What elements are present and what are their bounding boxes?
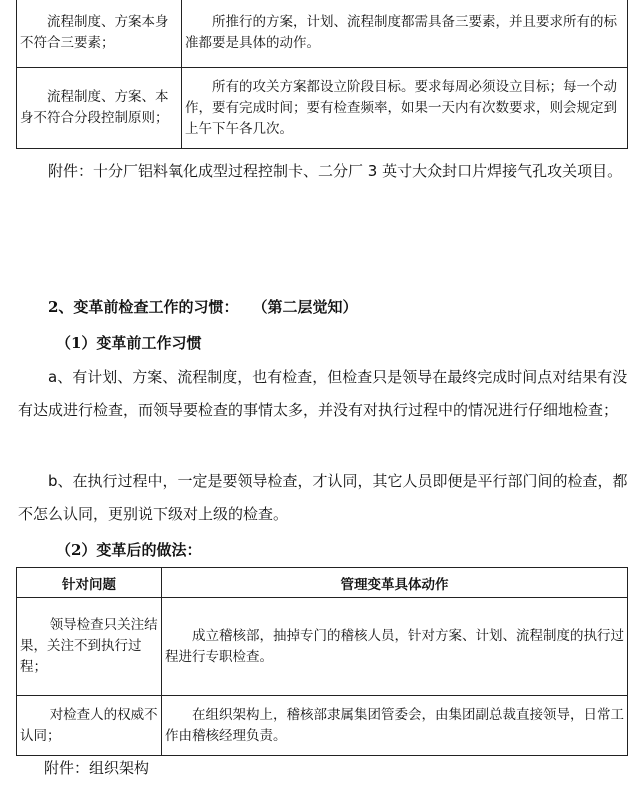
measures-table-top bbox=[16, 0, 628, 149]
action-text: 所推行的方案，计划、流程制度都需具备三要素，并且要求所有的标准都要是具体的动作。 bbox=[185, 14, 617, 51]
issue-cell bbox=[17, 0, 182, 68]
attachment-note-2: 附件：组织架构 bbox=[44, 759, 150, 777]
subheading-after: （2）变革后的做法： bbox=[56, 541, 202, 559]
attachment-note-1: 附件：十分厂铝料氧化成型过程控制卡、二分厂 3 英寸大众封口片焊接气孔攻关项目。 bbox=[48, 162, 623, 180]
issue-text: 流程制度、方案本身不符合三要素； bbox=[20, 14, 169, 51]
issue-cell bbox=[17, 696, 162, 756]
issue-cell bbox=[17, 68, 182, 149]
action-cell bbox=[162, 696, 628, 756]
table-row bbox=[17, 68, 628, 149]
action-text: 成立稽核部，抽掉专门的稽核人员，针对方案、计划、流程制度的执行过程进行专职检查。 bbox=[165, 627, 624, 665]
issue-text: 领导检查只关注结果，关注不到执行过程； bbox=[20, 617, 158, 675]
action-cell bbox=[162, 598, 628, 696]
issue-text: 流程制度、方案、本身不符合分段控制原则； bbox=[20, 89, 169, 126]
paragraph-b: b、在执行过程中，一定是要领导检查，才认同，其它人员即便是平行部门间的检查，都不怎么认同，更别说下级对上级的检查。 bbox=[18, 472, 628, 523]
issue-text: 对检查人的权威不认同； bbox=[20, 706, 158, 744]
paragraph-a: a、有计划、方案、流程制度，也有检查，但检查只是领导在最终完成时间点对结果有没有达成进行检查，而领导要检查的事情太多，并没有对执行过程中的情况进行仔细地检查； bbox=[18, 368, 628, 419]
action-text: 所有的攻关方案都设立阶段目标。要求每周必须设立目标；每一个动作，要有完成时间；要有检查频率，如果一天内有次数要求，则会规定到上午下午各几次。 bbox=[185, 78, 617, 137]
section-title: 2、变革前检查工作的习惯： bbox=[48, 298, 239, 316]
section-title-note: （第二层觉知） bbox=[252, 298, 358, 316]
measures-table-bottom bbox=[16, 567, 628, 756]
column-header: 管理变革具体动作 bbox=[162, 568, 628, 598]
table-header-row bbox=[17, 568, 628, 598]
section-heading bbox=[48, 296, 357, 317]
table-row bbox=[17, 0, 628, 68]
subheading-before: （1）变革前工作习惯 bbox=[56, 334, 202, 352]
table-row bbox=[17, 598, 628, 696]
action-cell bbox=[182, 68, 628, 149]
column-header: 针对问题 bbox=[17, 568, 162, 598]
action-cell bbox=[182, 0, 628, 68]
table-row bbox=[17, 696, 628, 756]
issue-cell bbox=[17, 598, 162, 696]
action-text: 在组织架构上，稽核部隶属集团管委会，由集团副总裁直接领导，日常工作由稽核经理负责。 bbox=[165, 706, 624, 744]
